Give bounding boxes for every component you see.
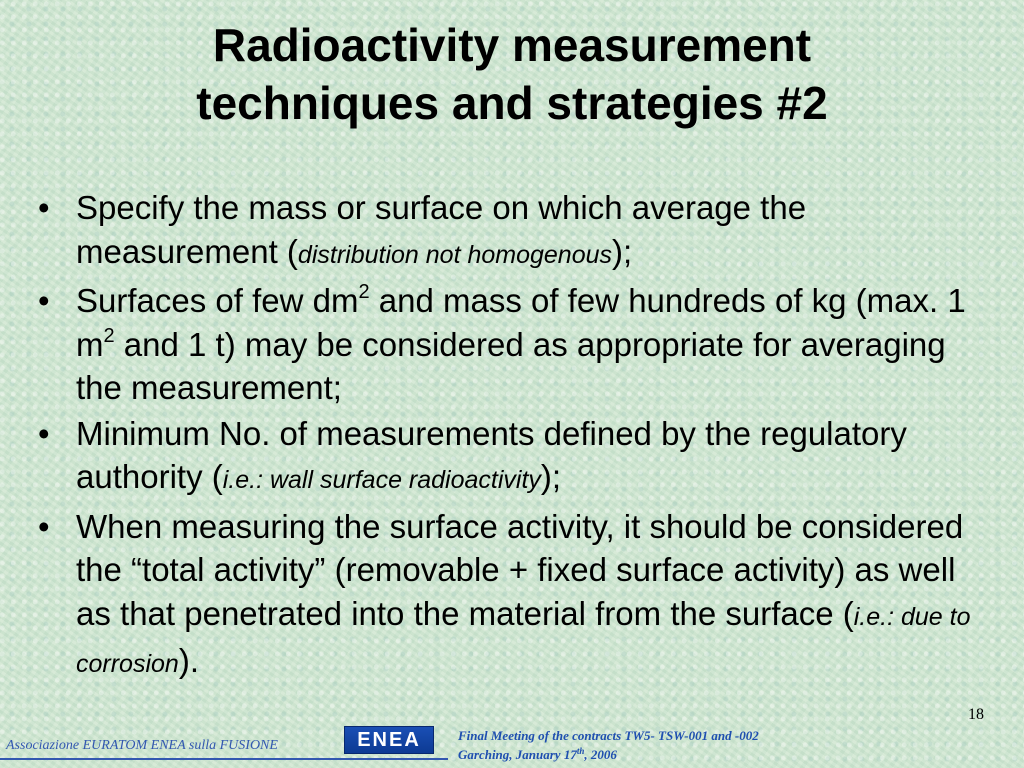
bullet-text: and mass of few hundreds of kg (max. 1 m <box>76 282 966 363</box>
superscript: th <box>576 746 585 756</box>
association-label: Associazione EURATOM ENEA sulla FUSIONE <box>6 738 278 753</box>
bullet-text: Surfaces of few dm <box>76 282 359 319</box>
title-line-1: Radioactivity measurement <box>212 19 812 71</box>
bullet-item <box>30 412 990 503</box>
meeting-line-2: Garching, January 17 <box>458 747 577 762</box>
enea-logo <box>344 726 434 754</box>
bullet-end: ); <box>540 458 562 495</box>
bullet-italic-note: i.e.: wall surface radioactivity <box>222 466 541 494</box>
bullet-text: and 1 t) may be considered as appropriate for averaging the measurement; <box>76 325 946 406</box>
bullet-item <box>30 186 990 277</box>
footer-divider <box>0 758 448 760</box>
bullet-italic-note: distribution not homogenous <box>297 240 613 269</box>
bullet-item <box>30 505 990 687</box>
meeting-line-2-end: , 2006 <box>584 747 617 762</box>
bullet-end: ); <box>612 232 633 270</box>
bullet-end: ). <box>178 642 199 679</box>
superscript: 2 <box>103 324 115 347</box>
bullet-text: When measuring the surface activity, it should be considered the “total activity” (removable + fixed surface activity) as well as that penetrated into the material from the surface ( <box>76 507 964 632</box>
bullet-text: Specify the mass or surface on which average the measurement ( <box>76 189 807 270</box>
meeting-info <box>458 726 759 764</box>
logo-text: ENEA <box>357 729 421 751</box>
meeting-line-1: Final Meeting of the contracts TW5- TSW-001 and -002 <box>458 728 759 743</box>
bullet-italic-note: i.e.: due to corrosion <box>76 602 971 678</box>
bullet-item <box>30 279 990 410</box>
page-number: 18 <box>968 706 984 723</box>
slide-title <box>0 16 1024 132</box>
bullet-text: Minimum No. of measurements defined by the regulatory authority ( <box>76 414 907 495</box>
title-line-2: techniques and strategies #2 <box>196 77 828 129</box>
bullet-list <box>30 186 990 689</box>
superscript: 2 <box>358 281 370 303</box>
